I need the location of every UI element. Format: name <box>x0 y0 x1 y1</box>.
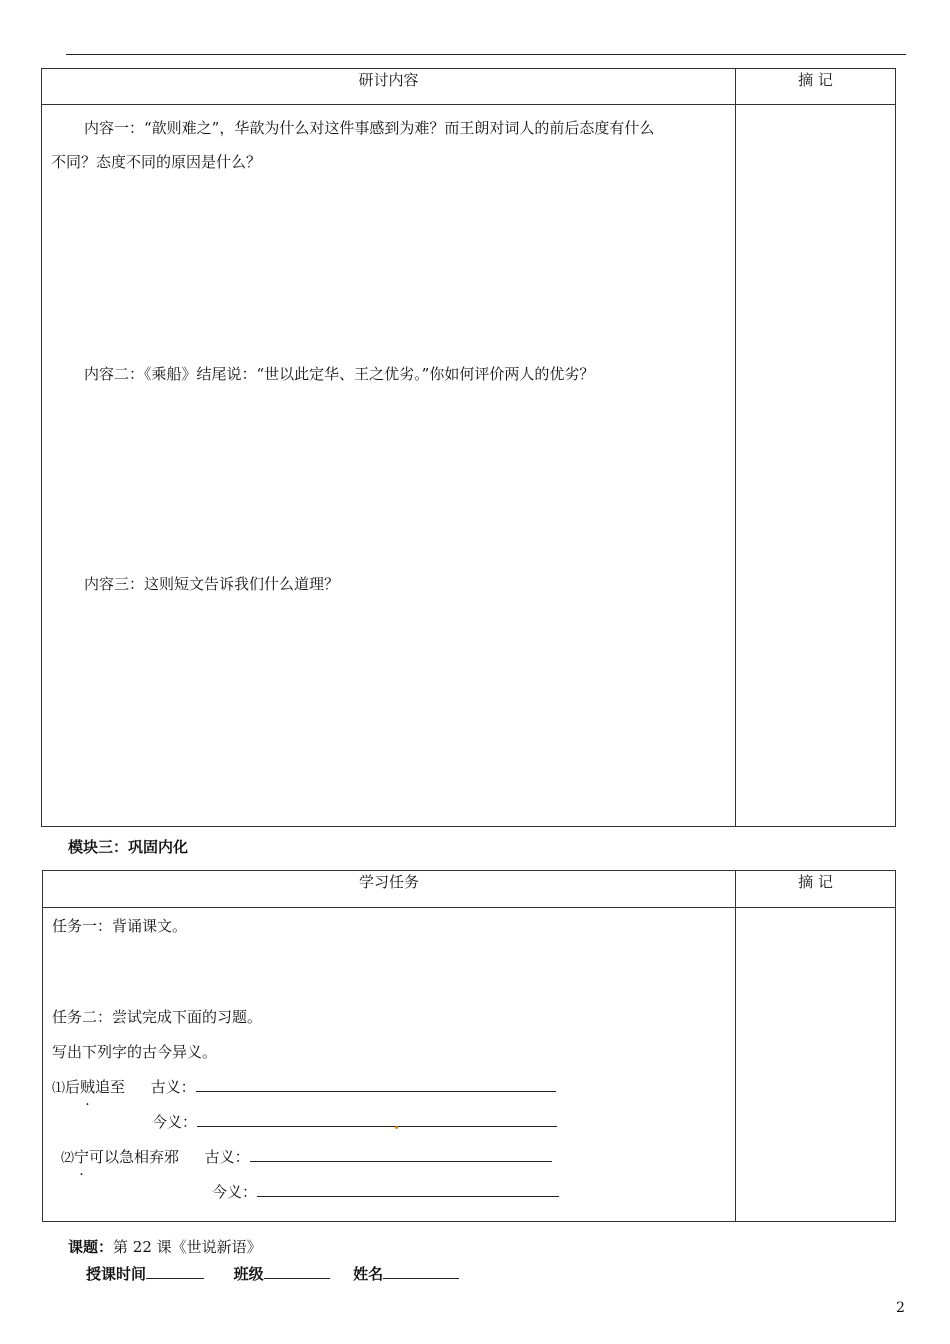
task-table <box>42 870 896 1222</box>
question-1-ancient-label: 古义： <box>150 1078 196 1096</box>
question-2-number: ⑵ <box>61 1151 75 1166</box>
time-label: 授课时间 <box>86 1265 147 1283</box>
topic-label: 课题： <box>68 1238 114 1256</box>
module-3-title: 模块三：巩固内化 <box>68 838 189 856</box>
task-instruction: 写出下列字的古今异义。 <box>52 1043 218 1061</box>
discussion-notes-cell[interactable] <box>736 105 896 827</box>
discussion-content-cell <box>42 105 736 827</box>
discussion-item-1-line-1: 内容一：“歆则难之”，华歆为什么对这件事感到为难？而王朗对词人的前后态度有什么 <box>84 119 655 137</box>
question-2-modern-label: 今义： <box>212 1183 258 1201</box>
question-1-ancient-blank[interactable] <box>196 1075 556 1092</box>
discussion-item-1-line-2: 不同？态度不同的原因是什么？ <box>51 153 262 171</box>
question-2-suffix: 可以急相弃邪 <box>89 1148 180 1166</box>
discussion-item-2: 内容二：《乘船》结尾说：“世以此定华、王之优劣。”你如何评价两人的优劣？ <box>84 365 595 383</box>
question-1-emphasis-char: 贼 <box>80 1078 96 1096</box>
discussion-table <box>41 68 896 827</box>
question-1-prefix: 后 <box>65 1078 81 1096</box>
question-1-suffix: 追至 <box>95 1078 126 1096</box>
time-blank[interactable] <box>146 1262 204 1279</box>
lesson-info-row <box>86 1262 459 1284</box>
topic-value: 第 22 课《世说新语》 <box>113 1238 262 1256</box>
name-blank[interactable] <box>383 1262 459 1279</box>
name-label: 姓名 <box>353 1265 384 1283</box>
task-1: 任务一：背诵课文。 <box>52 917 188 935</box>
discussion-header-notes: 摘 记 <box>736 69 896 105</box>
question-1-modern-row <box>152 1105 557 1139</box>
task-header-notes: 摘 记 <box>736 871 896 908</box>
discussion-header-content: 研讨内容 <box>42 69 736 105</box>
task-notes-cell[interactable] <box>736 908 896 1222</box>
page-number: 2 <box>896 1300 905 1316</box>
class-blank[interactable] <box>264 1262 330 1279</box>
question-1-modern-label: 今义： <box>152 1113 198 1131</box>
question-2-emphasis-char: 宁 <box>74 1148 90 1166</box>
question-1-number: ⑴ <box>52 1081 66 1096</box>
task-content-cell <box>43 908 736 1222</box>
question-1-modern-blank[interactable] <box>197 1110 557 1127</box>
question-2-modern-blank[interactable] <box>257 1180 559 1197</box>
class-label: 班级 <box>233 1265 264 1283</box>
header-rule <box>66 54 906 55</box>
question-2-ancient-blank[interactable] <box>250 1145 552 1162</box>
lesson-topic <box>68 1236 262 1257</box>
discussion-item-3: 内容三：这则短文告诉我们什么道理？ <box>84 575 340 593</box>
task-header-content: 学习任务 <box>43 871 736 908</box>
question-2-row <box>61 1140 552 1176</box>
question-2-modern-row <box>212 1175 559 1209</box>
question-1-row <box>52 1070 556 1106</box>
stray-mark <box>395 1126 398 1129</box>
question-2-ancient-label: 古义： <box>204 1148 250 1166</box>
task-2: 任务二：尝试完成下面的习题。 <box>52 1008 263 1026</box>
